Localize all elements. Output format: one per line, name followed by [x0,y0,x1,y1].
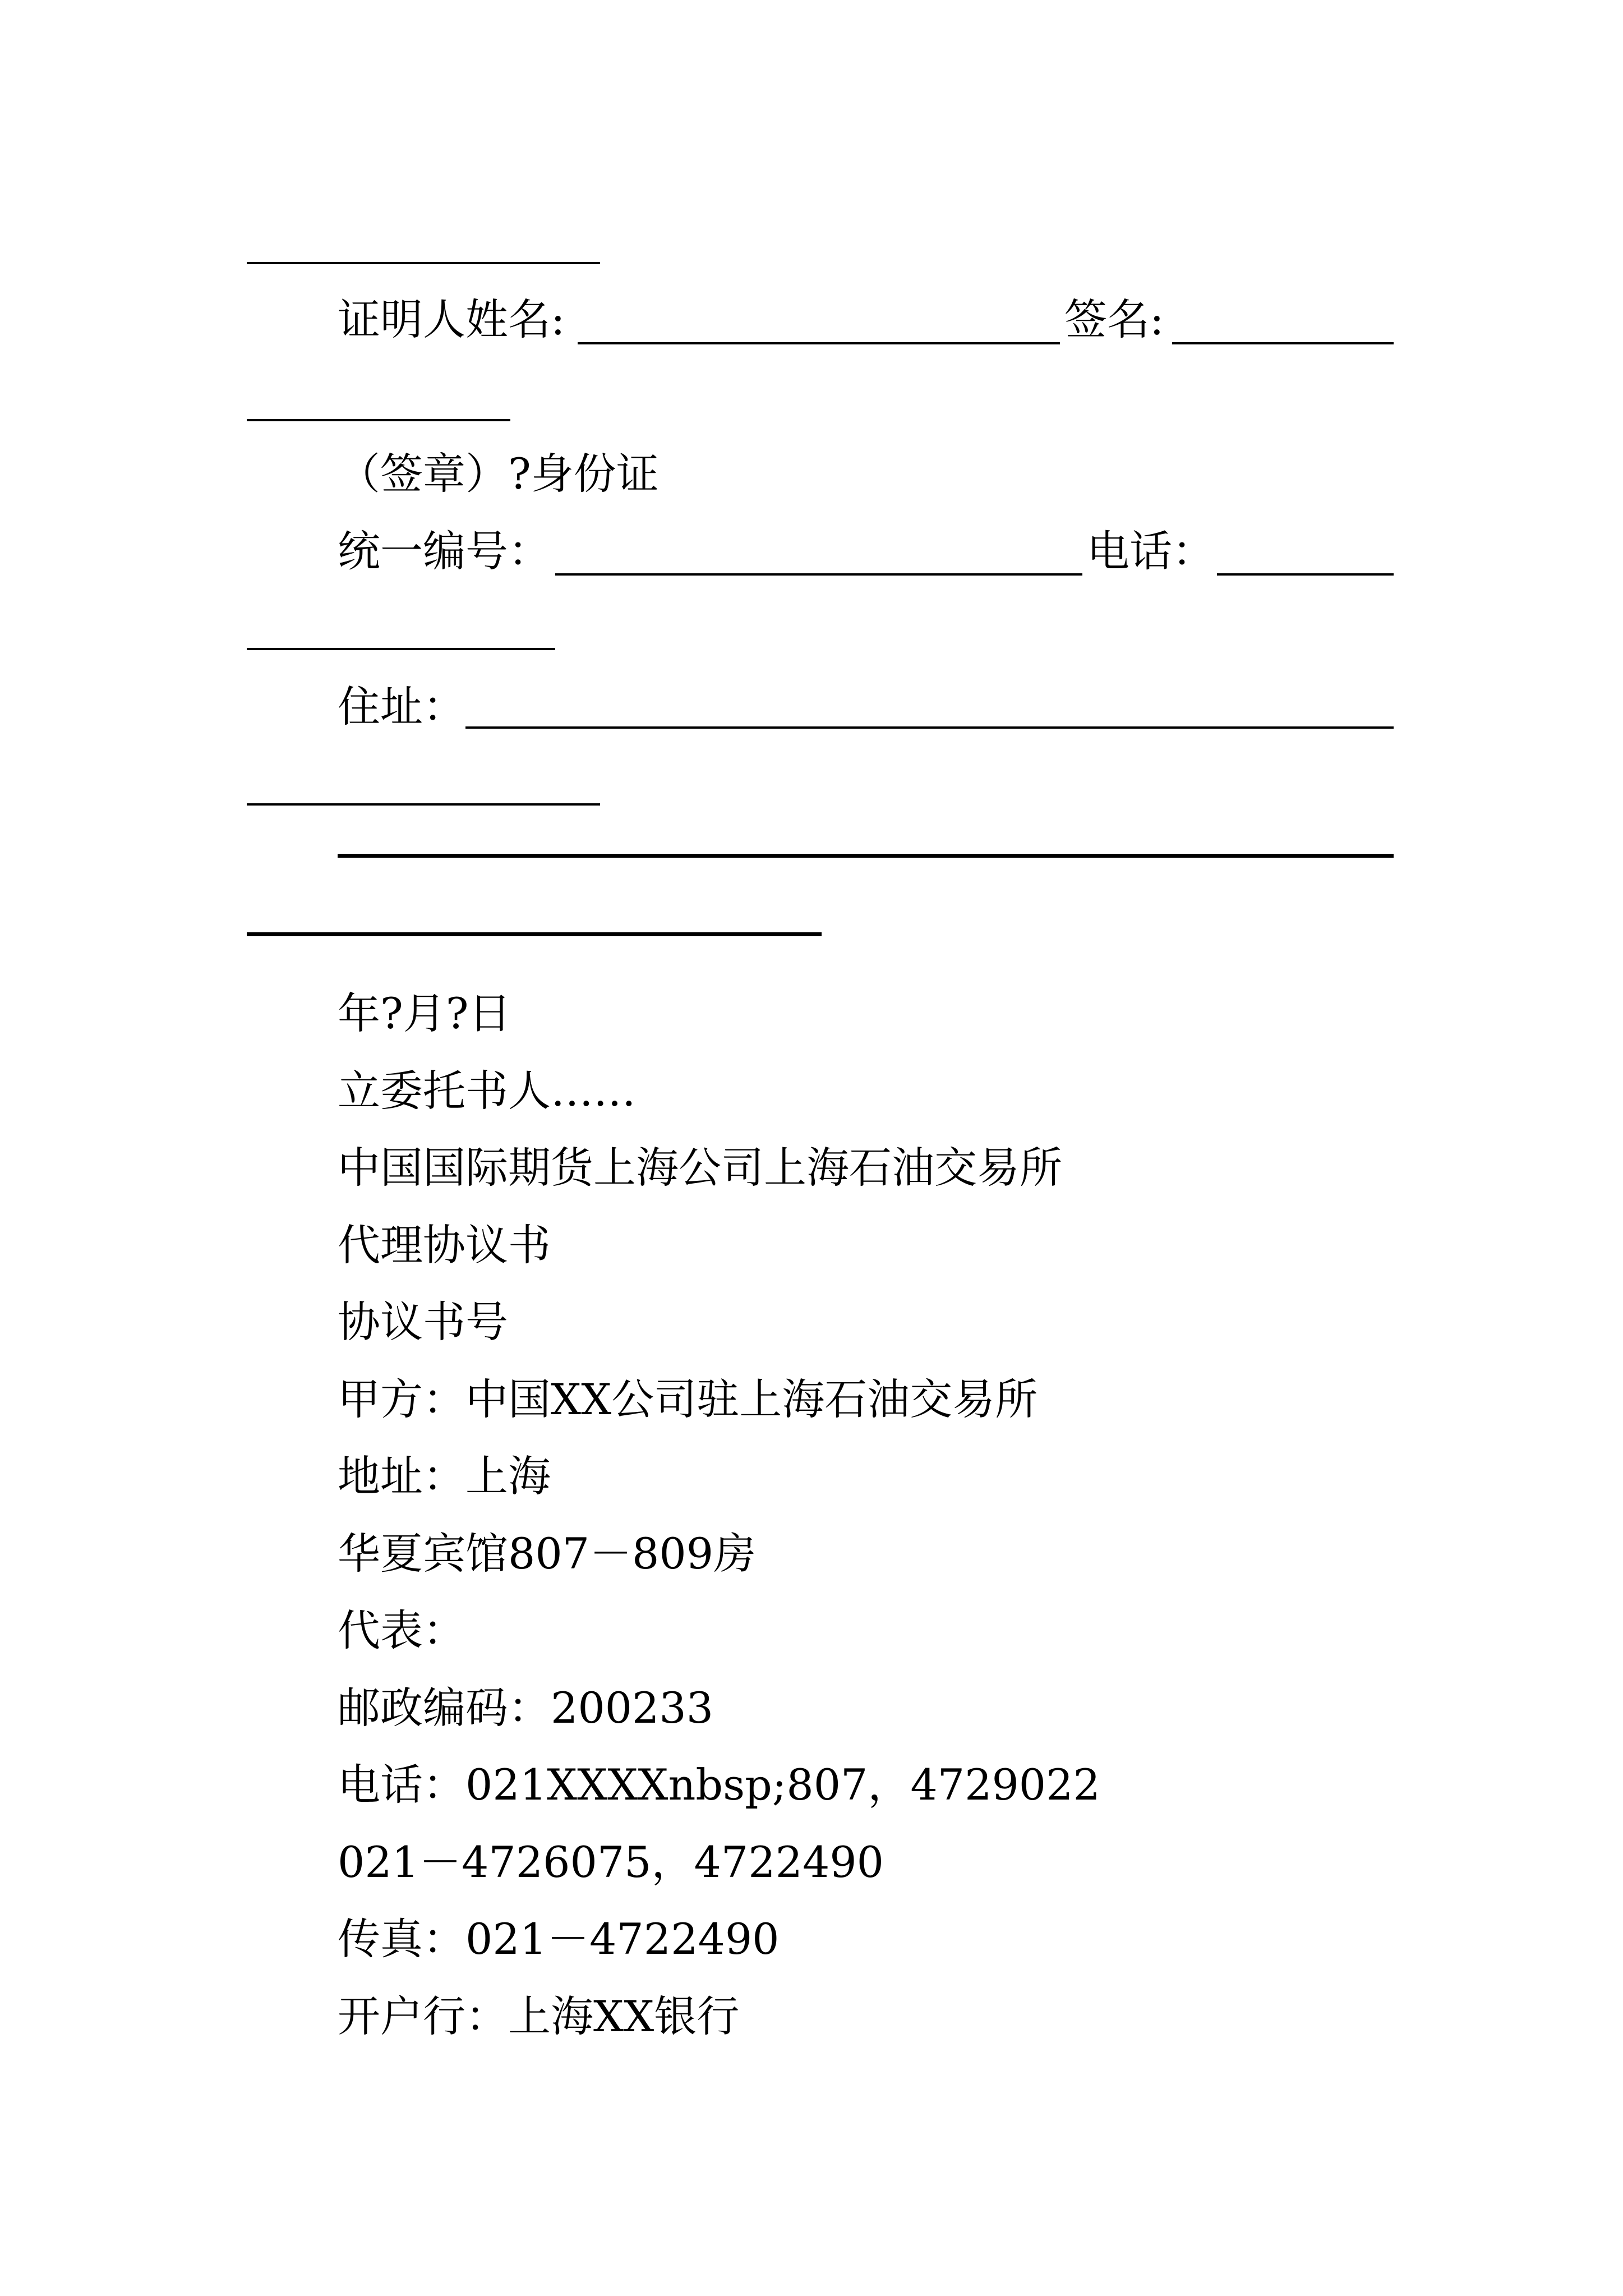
principal-line: 立委托书人…… [338,1066,636,1116]
date-line: 年?月?日 [338,988,511,1038]
party-a: 甲方：中国XX公司驻上海石油交易所 [338,1374,1038,1424]
blank-line [247,262,600,264]
signature-field-continued[interactable] [247,419,510,421]
id-number-field[interactable] [555,573,1082,576]
phone-label: 电话： [1087,526,1215,576]
witness-name-field[interactable] [578,342,1060,344]
phone-field-continued[interactable] [247,648,555,650]
bank-line: 开户行：上海XX银行 [338,1991,740,2041]
address-field[interactable] [465,726,1394,729]
address-field-continued[interactable] [247,803,600,806]
representative-line: 代表： [338,1605,465,1655]
signature-label: 签名: [1064,295,1164,344]
separator-line [338,854,1394,858]
agreement-number: 协议书号 [338,1297,508,1347]
fax-line: 传真：021－4722490 [338,1914,780,1964]
phone-line-2: 021－4726075，4722490 [338,1837,884,1887]
id-number-label: 统一编号： [338,526,551,576]
phone-line: 电话：021XXXXnbsp;807，4729022 [338,1760,1100,1810]
room-line: 华夏宾馆807－809房 [338,1529,757,1579]
postcode-line: 邮政编码：200233 [338,1683,714,1733]
signature-field[interactable] [1172,342,1394,344]
address-label: 住址： [338,682,465,731]
separator-line-continued [247,932,822,936]
phone-field[interactable] [1217,573,1394,576]
address-line: 地址：上海 [338,1451,551,1501]
document-title: 代理协议书 [338,1220,551,1270]
seal-id-label: （签章）?身份证 [338,449,659,499]
witness-name-label: 证明人姓名: [338,295,565,344]
company-line: 中国国际期货上海公司上海石油交易所 [338,1143,1062,1193]
